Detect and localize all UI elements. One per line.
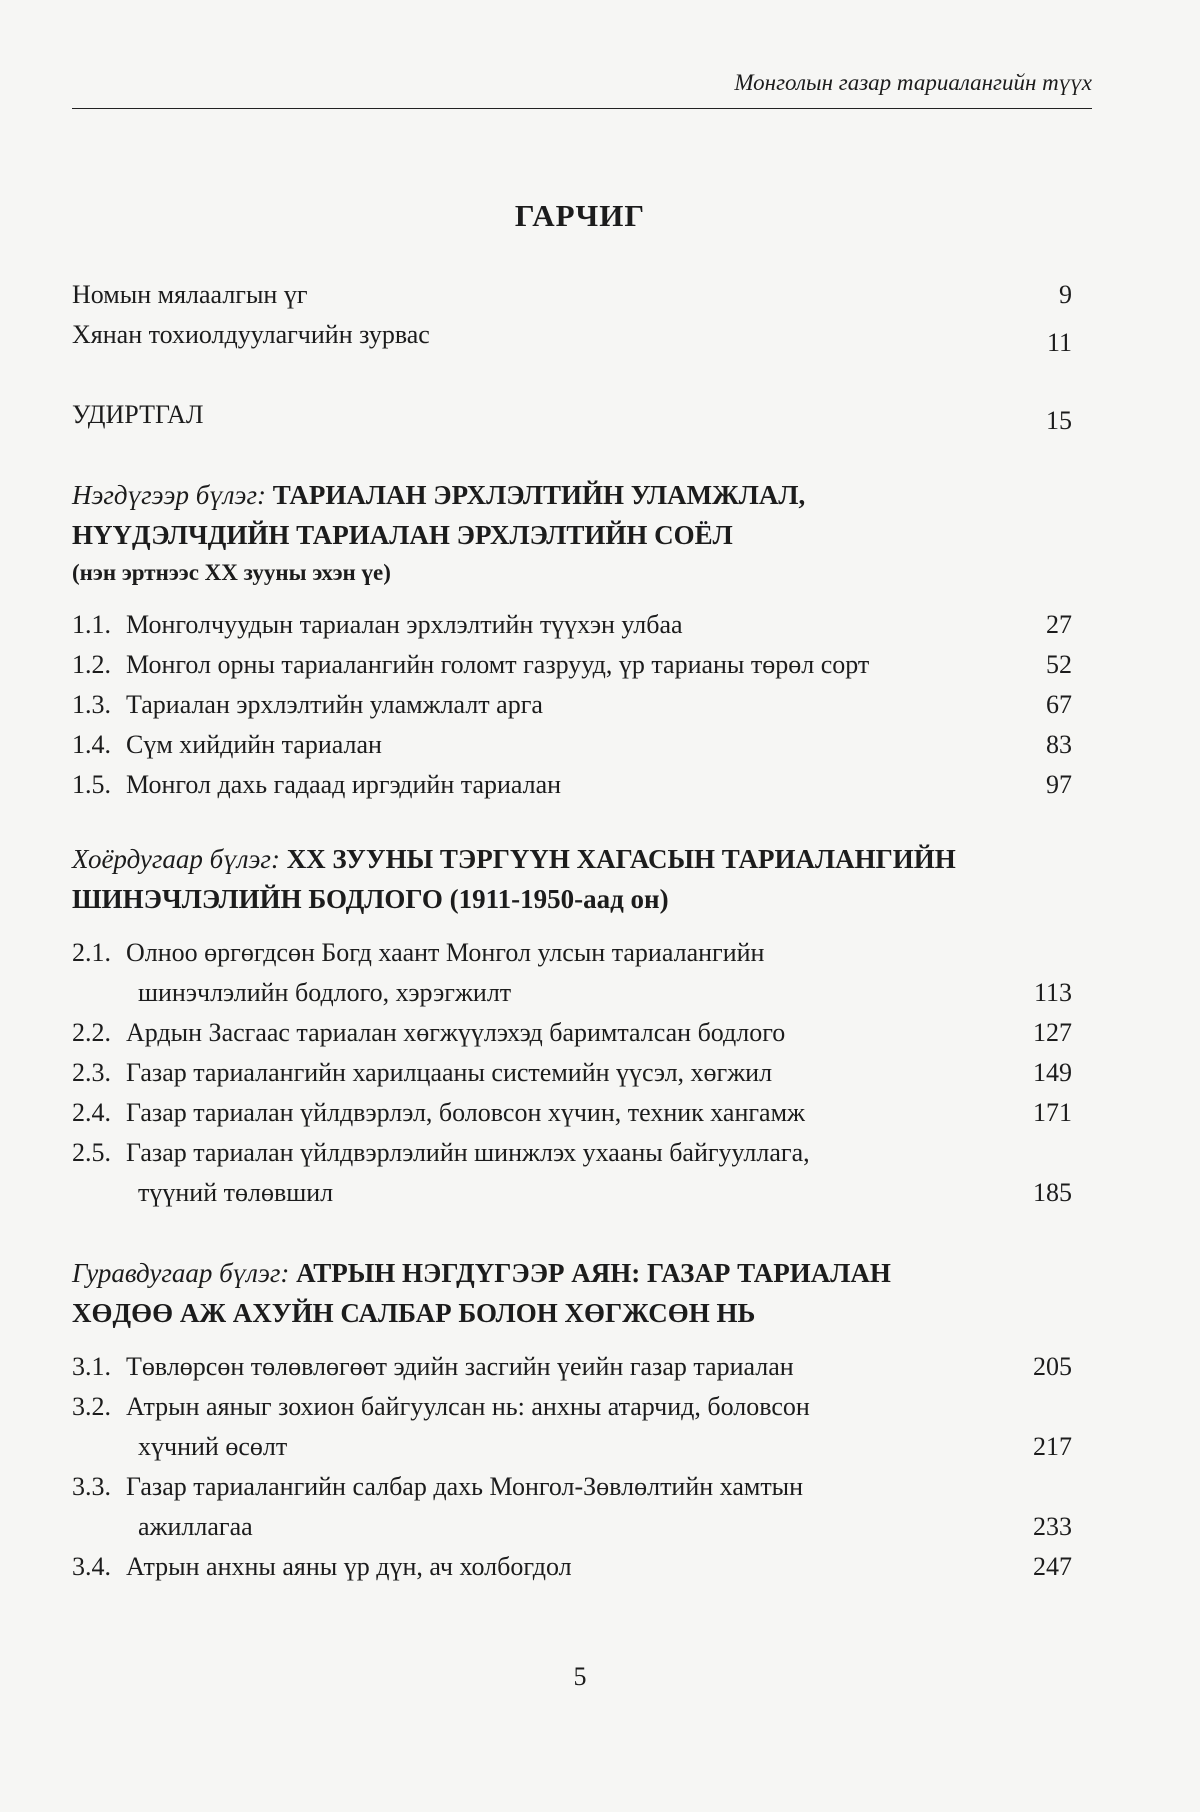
chapter-3-heading[interactable] xyxy=(72,1253,1072,1293)
section-title-cont: түүний төлөвшил xyxy=(138,1178,334,1207)
chapter-title-line1: АТРЫН НЭГДҮГЭЭР АЯН: ГАЗАР ТАРИАЛАН xyxy=(296,1258,891,1288)
section-number: 2.3. xyxy=(72,1058,111,1087)
section-number: 3.1. xyxy=(72,1352,111,1381)
entry-page: 217 xyxy=(1033,1432,1072,1461)
toc-entry-section-cont[interactable] xyxy=(72,1507,1072,1547)
toc-entry-section[interactable] xyxy=(72,725,1072,765)
toc-title: ГАРЧИГ xyxy=(514,198,646,233)
toc-entry-introduction[interactable] xyxy=(72,395,1072,435)
section-title: Монголчуудын тариалан эрхлэлтийн түүхэн улбаа xyxy=(126,610,683,639)
chapter-title-line2: ШИНЭЧЛЭЛИЙН БОДЛОГО (1911-1950-аад он) xyxy=(72,884,669,914)
section-number: 2.2. xyxy=(72,1018,111,1047)
toc-entry-section[interactable] xyxy=(72,1133,1072,1173)
section-title: Атрын анхны аяны үр дүн, ач холбогдол xyxy=(126,1552,572,1581)
section-number: 2.5. xyxy=(72,1138,111,1167)
entry-page: 233 xyxy=(1033,1512,1072,1541)
toc-entry-section[interactable] xyxy=(72,933,1072,973)
entry-page: 11 xyxy=(1046,328,1072,357)
toc-entry-section-cont[interactable] xyxy=(72,1427,1072,1467)
toc-entry-section-cont[interactable] xyxy=(72,1173,1072,1213)
section-title: Ардын Засгаас тариалан хөгжүүлэхэд баримталсан бодлого xyxy=(126,1018,786,1047)
section-title: Монгол дахь гадаад иргэдийн тариалан xyxy=(126,770,562,799)
entry-page: 127 xyxy=(1033,1018,1072,1047)
section-number: 3.4. xyxy=(72,1552,111,1581)
chapter-2-heading[interactable] xyxy=(72,839,1072,879)
chapter-1-heading-cont xyxy=(72,515,1072,555)
section-number: 2.4. xyxy=(72,1098,111,1127)
section-title: Газар тариалан үйлдвэрлэлийн шинжлэх ухааны байгууллага, xyxy=(126,1138,810,1167)
toc-entry-section[interactable] xyxy=(72,1013,1072,1053)
section-title: Сүм хийдийн тариалан xyxy=(126,730,382,759)
header-rule xyxy=(72,108,1092,109)
section-number: 1.2. xyxy=(72,650,111,679)
entry-page: 185 xyxy=(1033,1178,1072,1207)
toc-entry-section[interactable] xyxy=(72,1547,1072,1587)
entry-page: 67 xyxy=(1046,690,1072,719)
toc-entry-section[interactable] xyxy=(72,1387,1072,1427)
chapter-label: Гуравдугаар бүлэг: xyxy=(72,1258,290,1288)
toc-entry-section[interactable] xyxy=(72,605,1072,645)
chapter-title-line2: НҮҮДЭЛЧДИЙН ТАРИАЛАН ЭРХЛЭЛТИЙН СОЁЛ xyxy=(72,520,733,550)
running-head: Монголын газар тариалангийн түүх xyxy=(734,70,1092,95)
chapter-3-heading-cont xyxy=(72,1293,1072,1333)
chapter-title-line1: ТАРИАЛАН ЭРХЛЭЛТИЙН УЛАМЖЛАЛ, xyxy=(272,480,806,510)
chapter-label: Хоёрдугаар бүлэг: xyxy=(72,844,280,874)
section-title: Газар тариалан үйлдвэрлэл, боловсон хүчин, техник хангамж xyxy=(126,1098,806,1127)
section-number: 2.1. xyxy=(72,938,111,967)
entry-page: 9 xyxy=(1059,280,1072,309)
toc-entry-section[interactable] xyxy=(72,1467,1072,1507)
chapter-subtitle: (нэн эртнээс XX зууны эхэн үе) xyxy=(72,560,391,585)
section-title-cont: ажиллагаа xyxy=(138,1512,253,1541)
toc-entry-section[interactable] xyxy=(72,645,1072,685)
section-title: Олноо өргөгдсөн Богд хаант Монгол улсын тариалангийн xyxy=(126,938,765,967)
chapter-label: Нэгдүгээр бүлэг: xyxy=(72,480,266,510)
entry-page: 247 xyxy=(1033,1552,1072,1581)
section-number: 1.3. xyxy=(72,690,111,719)
toc-entry-editor-note[interactable] xyxy=(72,315,1072,355)
chapter-2-heading-cont xyxy=(72,879,1072,919)
toc-entry-section[interactable] xyxy=(72,1093,1072,1133)
entry-page: 97 xyxy=(1046,770,1072,799)
toc-entry-foreword[interactable] xyxy=(72,275,1072,315)
section-title: Монгол орны тариалангийн голомт газрууд, үр тарианы төрөл сорт xyxy=(126,650,870,679)
entry-title: Номын мялаалгын үг xyxy=(72,280,308,309)
toc-entry-section[interactable] xyxy=(72,765,1072,805)
toc-entry-section[interactable] xyxy=(72,1347,1072,1387)
toc-entry-section[interactable] xyxy=(72,685,1072,725)
entry-page: 205 xyxy=(1033,1352,1072,1381)
section-title: Газар тариалангийн харилцааны системийн үүсэл, хөгжил xyxy=(126,1058,773,1087)
entry-title: УДИРТГАЛ xyxy=(72,400,204,429)
chapter-title-line2: ХӨДӨӨ АЖ АХУЙН САЛБАР БОЛОН ХӨГЖСӨН НЬ xyxy=(72,1298,756,1328)
entry-page: 113 xyxy=(1033,978,1072,1007)
section-title: Тариалан эрхлэлтийн уламжлалт арга xyxy=(126,690,543,719)
entry-page: 27 xyxy=(1046,610,1072,639)
toc-entry-section-cont[interactable] xyxy=(72,973,1072,1013)
section-title: Газар тариалангийн салбар дахь Монгол-Зөвлөлтийн хамтын xyxy=(126,1472,804,1501)
entry-page: 171 xyxy=(1033,1098,1072,1127)
section-number: 1.1. xyxy=(72,610,111,639)
section-number: 1.5. xyxy=(72,770,111,799)
chapter-1-heading[interactable] xyxy=(72,475,1072,515)
entry-page: 149 xyxy=(1033,1058,1072,1087)
section-title: Төвлөрсөн төлөвлөгөөт эдийн засгийн үеийн газар тариалан xyxy=(126,1352,794,1381)
toc-entry-section[interactable] xyxy=(72,1053,1072,1093)
chapter-title-line1: XX ЗУУНЫ ТЭРГҮҮН ХАГАСЫН ТАРИАЛАНГИЙН xyxy=(286,844,956,874)
section-title: Атрын аяныг зохион байгуулсан нь: анхны атарчид, боловсон xyxy=(126,1392,810,1421)
section-number: 1.4. xyxy=(72,730,111,759)
section-number: 3.3. xyxy=(72,1472,111,1501)
entry-page: 52 xyxy=(1046,650,1072,679)
entry-title: Хянан тохиолдуулагчийн зурвас xyxy=(72,320,430,349)
section-number: 3.2. xyxy=(72,1392,111,1421)
section-title-cont: шинэчлэлийн бодлого, хэрэгжилт xyxy=(138,978,512,1007)
entry-page: 15 xyxy=(1046,406,1072,435)
section-title-cont: хүчний өсөлт xyxy=(138,1432,288,1461)
page-number: 5 xyxy=(573,1662,587,1691)
entry-page: 83 xyxy=(1046,730,1072,759)
toc-content xyxy=(72,275,1072,1587)
